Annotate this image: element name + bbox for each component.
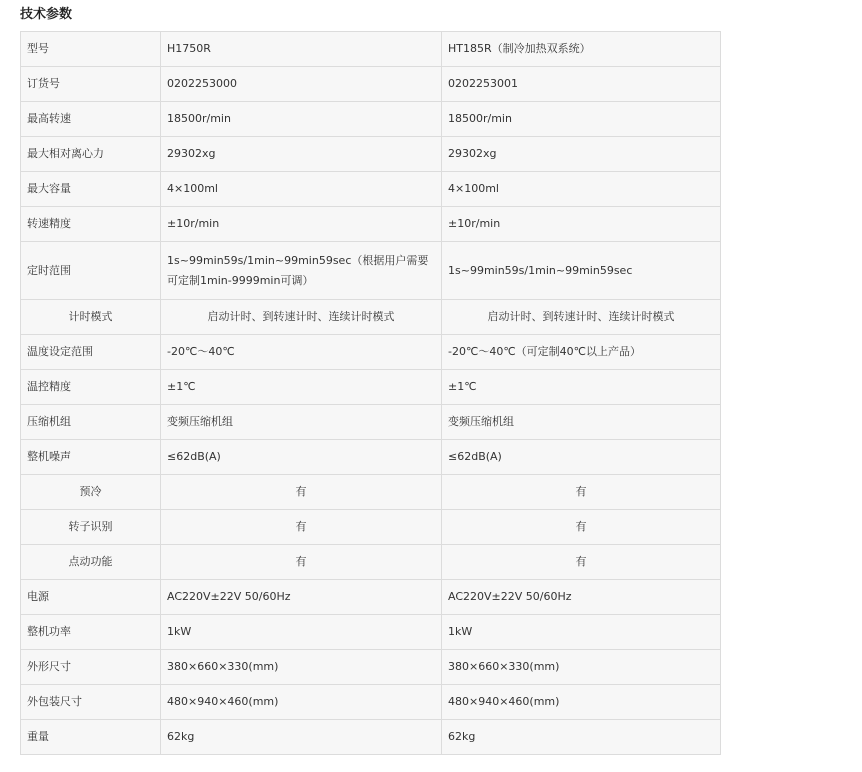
row-label: 温控精度 bbox=[21, 370, 161, 405]
value-h1750r: 0202253000 bbox=[161, 67, 442, 102]
value-h1750r: 380×660×330(mm) bbox=[161, 650, 442, 685]
value-ht185r: 4×100ml bbox=[442, 172, 721, 207]
value-ht185r: 1kW bbox=[442, 615, 721, 650]
value-h1750r: ≤62dB(A) bbox=[161, 440, 442, 475]
table-row bbox=[21, 510, 721, 545]
value-ht185r: 380×660×330(mm) bbox=[442, 650, 721, 685]
value-ht185r: 0202253001 bbox=[442, 67, 721, 102]
table-row bbox=[21, 440, 721, 475]
table-row bbox=[21, 720, 721, 755]
value-h1750r: 480×940×460(mm) bbox=[161, 685, 442, 720]
row-label: 最高转速 bbox=[21, 102, 161, 137]
value-h1750r: 有 bbox=[161, 510, 442, 545]
table-row bbox=[21, 67, 721, 102]
table-row bbox=[21, 650, 721, 685]
row-label: 预冷 bbox=[21, 475, 161, 510]
value-ht185r: 1s~99min59s/1min~99min59sec bbox=[442, 242, 721, 300]
row-label: 外包装尺寸 bbox=[21, 685, 161, 720]
row-label: 订货号 bbox=[21, 67, 161, 102]
value-h1750r: AC220V±22V 50/60Hz bbox=[161, 580, 442, 615]
table-row bbox=[21, 615, 721, 650]
value-ht185r: ±1℃ bbox=[442, 370, 721, 405]
value-ht185r: 29302xg bbox=[442, 137, 721, 172]
value-h1750r: H1750R bbox=[161, 32, 442, 67]
value-h1750r: 有 bbox=[161, 475, 442, 510]
table-row bbox=[21, 172, 721, 207]
row-label: 压缩机组 bbox=[21, 405, 161, 440]
section-title: 技术参数 bbox=[20, 7, 73, 22]
table-row bbox=[21, 580, 721, 615]
value-ht185r: ±10r/min bbox=[442, 207, 721, 242]
table-row bbox=[21, 207, 721, 242]
value-h1750r: -20℃～40℃ bbox=[161, 335, 442, 370]
table-row bbox=[21, 32, 721, 67]
value-h1750r: 1s~99min59s/1min~99min59sec（根据用户需要可定制1min-9999min可调） bbox=[161, 242, 442, 300]
row-label: 计时模式 bbox=[21, 300, 161, 335]
spec-table bbox=[20, 31, 721, 755]
table-row bbox=[21, 102, 721, 137]
value-ht185r: 480×940×460(mm) bbox=[442, 685, 721, 720]
row-label: 外形尺寸 bbox=[21, 650, 161, 685]
value-h1750r: 18500r/min bbox=[161, 102, 442, 137]
row-label: 最大相对离心力 bbox=[21, 137, 161, 172]
row-label: 整机功率 bbox=[21, 615, 161, 650]
value-h1750r: 变频压缩机组 bbox=[161, 405, 442, 440]
row-label: 转速精度 bbox=[21, 207, 161, 242]
table-row bbox=[21, 475, 721, 510]
row-label: 整机噪声 bbox=[21, 440, 161, 475]
value-h1750r: 29302xg bbox=[161, 137, 442, 172]
value-ht185r: 变频压缩机组 bbox=[442, 405, 721, 440]
value-ht185r: 62kg bbox=[442, 720, 721, 755]
value-h1750r: 62kg bbox=[161, 720, 442, 755]
row-label: 点动功能 bbox=[21, 545, 161, 580]
row-label: 电源 bbox=[21, 580, 161, 615]
table-row bbox=[21, 335, 721, 370]
row-label: 最大容量 bbox=[21, 172, 161, 207]
value-ht185r: 启动计时、到转速计时、连续计时模式 bbox=[442, 300, 721, 335]
table-row bbox=[21, 405, 721, 440]
row-label: 重量 bbox=[21, 720, 161, 755]
table-row bbox=[21, 300, 721, 335]
value-h1750r: 1kW bbox=[161, 615, 442, 650]
value-ht185r: 有 bbox=[442, 475, 721, 510]
value-ht185r: ≤62dB(A) bbox=[442, 440, 721, 475]
row-label: 型号 bbox=[21, 32, 161, 67]
value-ht185r: HT185R（制冷加热双系统） bbox=[442, 32, 721, 67]
table-row bbox=[21, 685, 721, 720]
table-row bbox=[21, 545, 721, 580]
value-h1750r: ±1℃ bbox=[161, 370, 442, 405]
table-row bbox=[21, 370, 721, 405]
value-h1750r: 有 bbox=[161, 545, 442, 580]
value-ht185r: 18500r/min bbox=[442, 102, 721, 137]
value-h1750r: 4×100ml bbox=[161, 172, 442, 207]
value-ht185r: -20℃～40℃（可定制40℃以上产品） bbox=[442, 335, 721, 370]
value-ht185r: AC220V±22V 50/60Hz bbox=[442, 580, 721, 615]
table-row bbox=[21, 137, 721, 172]
table-row bbox=[21, 242, 721, 300]
value-ht185r: 有 bbox=[442, 510, 721, 545]
row-label: 温度设定范围 bbox=[21, 335, 161, 370]
value-ht185r: 有 bbox=[442, 545, 721, 580]
row-label: 定时范围 bbox=[21, 242, 161, 300]
value-h1750r: 启动计时、到转速计时、连续计时模式 bbox=[161, 300, 442, 335]
row-label: 转子识别 bbox=[21, 510, 161, 545]
value-h1750r: ±10r/min bbox=[161, 207, 442, 242]
